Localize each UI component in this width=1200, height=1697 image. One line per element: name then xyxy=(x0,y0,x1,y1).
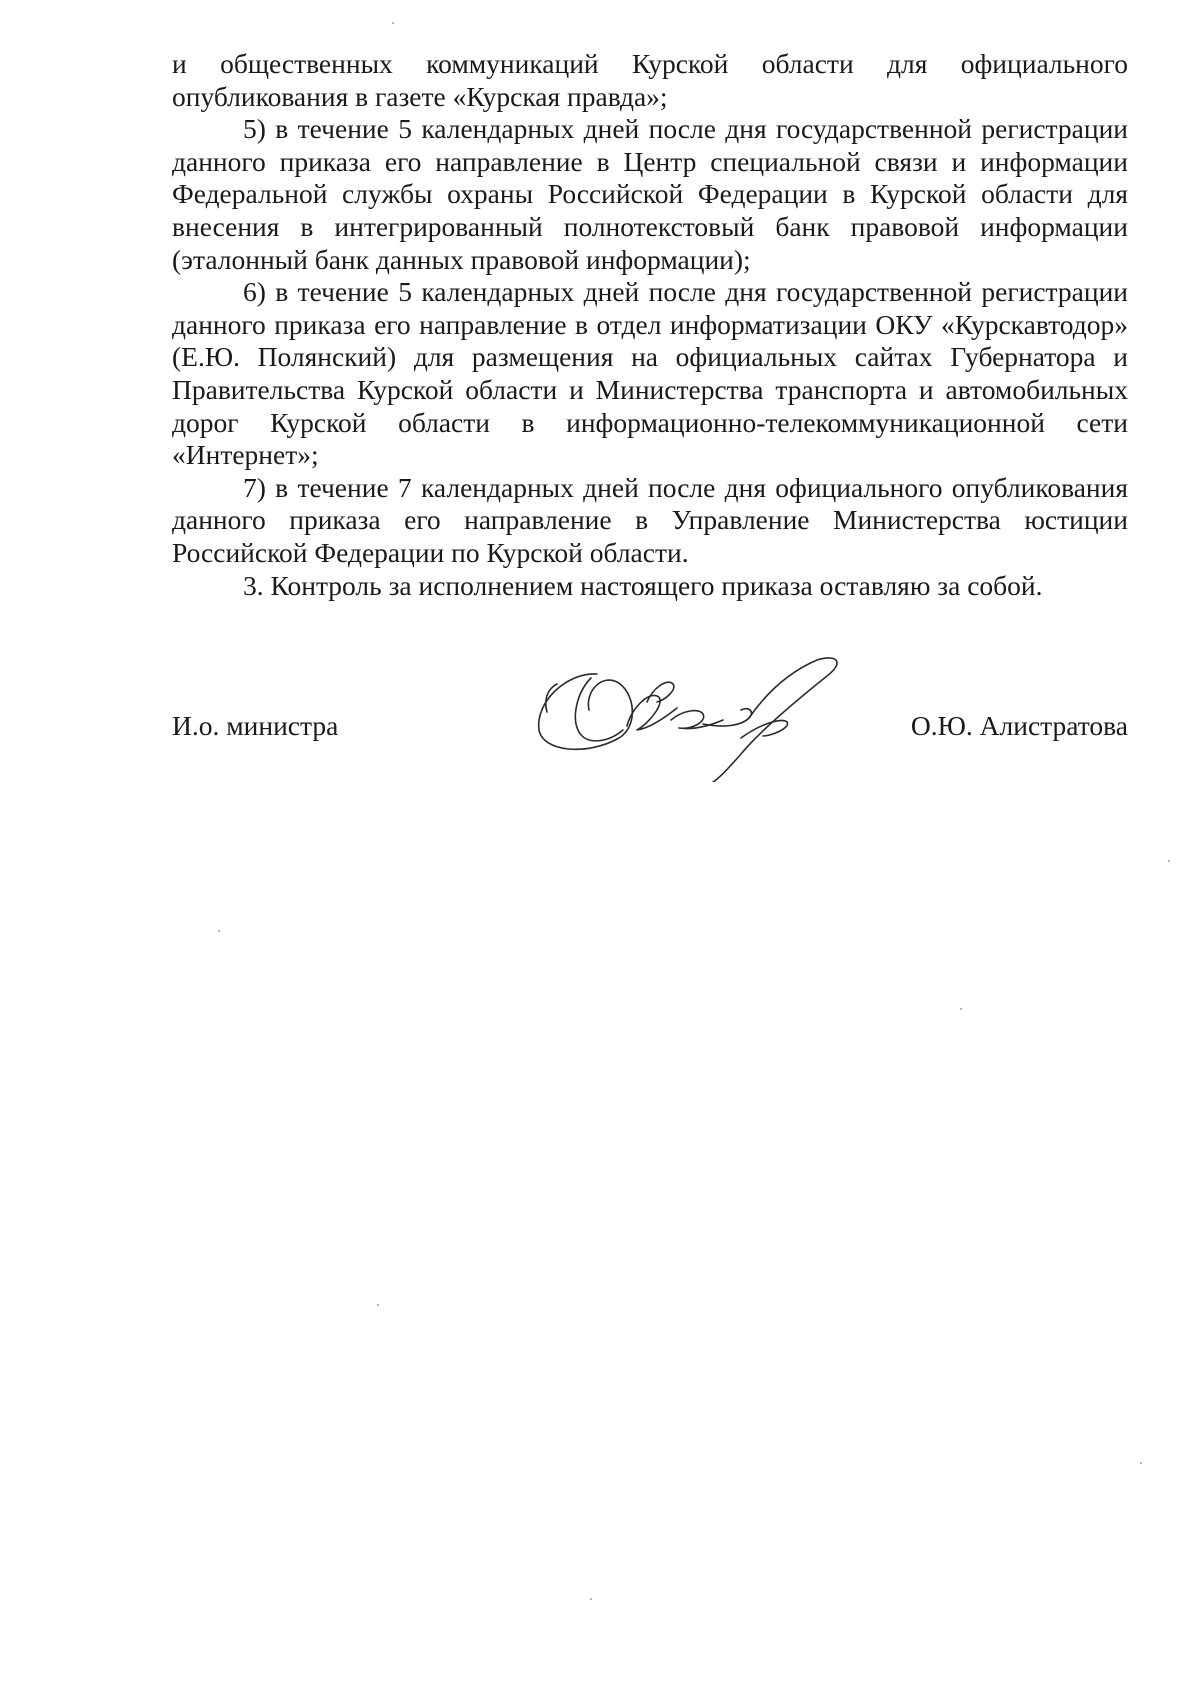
signatory-position: И.о. министра xyxy=(172,710,339,741)
paragraph-item-6: 6) в течение 5 календарных дней после дня государственной регистрации данного приказа его направление в отдел информатизации ОКУ «Курскавтодор» (Е.Ю. Полянский) для размещения на официальных сайтах Губернатора и Правительства Курской области и Министерства транспорта и автомобильных дорог Курской области в информационно-телекоммуникационной сети «Интернет»; xyxy=(172,276,1128,471)
scan-speck xyxy=(590,1598,592,1600)
scan-speck xyxy=(392,22,394,24)
signature-block xyxy=(172,652,1128,782)
scan-speck xyxy=(377,1304,379,1306)
document-body xyxy=(172,48,1128,602)
signatory-name: О.Ю. Алистратова xyxy=(910,710,1128,741)
signature-image xyxy=(527,652,867,782)
scan-speck xyxy=(960,1008,962,1010)
paragraph-item-5: 5) в течение 5 календарных дней после дня государственной регистрации данного приказа его направление в Центр специальной связи и информации Федеральной службы охраны Российской Федерации в Курской области для внесения в интегрированный полнотекстовый банк правовой информации (эталонный банк данных правовой информации); xyxy=(172,113,1128,275)
paragraph-continuation: и общественных коммуникаций Курской области для официального опубликования в газете «Курская правда»; xyxy=(172,48,1128,112)
paragraph-item-7: 7) в течение 7 календарных дней после дня официального опубликования данного приказа его направление в Управление Министерства юстиции Российской Федерации по Курской области. xyxy=(172,471,1128,568)
scan-speck xyxy=(218,930,220,932)
scan-speck xyxy=(1168,860,1170,862)
scan-speck xyxy=(1140,1462,1142,1464)
paragraph-control-clause: 3. Контроль за исполнением настоящего приказа оставляю за собой. xyxy=(243,569,1043,601)
